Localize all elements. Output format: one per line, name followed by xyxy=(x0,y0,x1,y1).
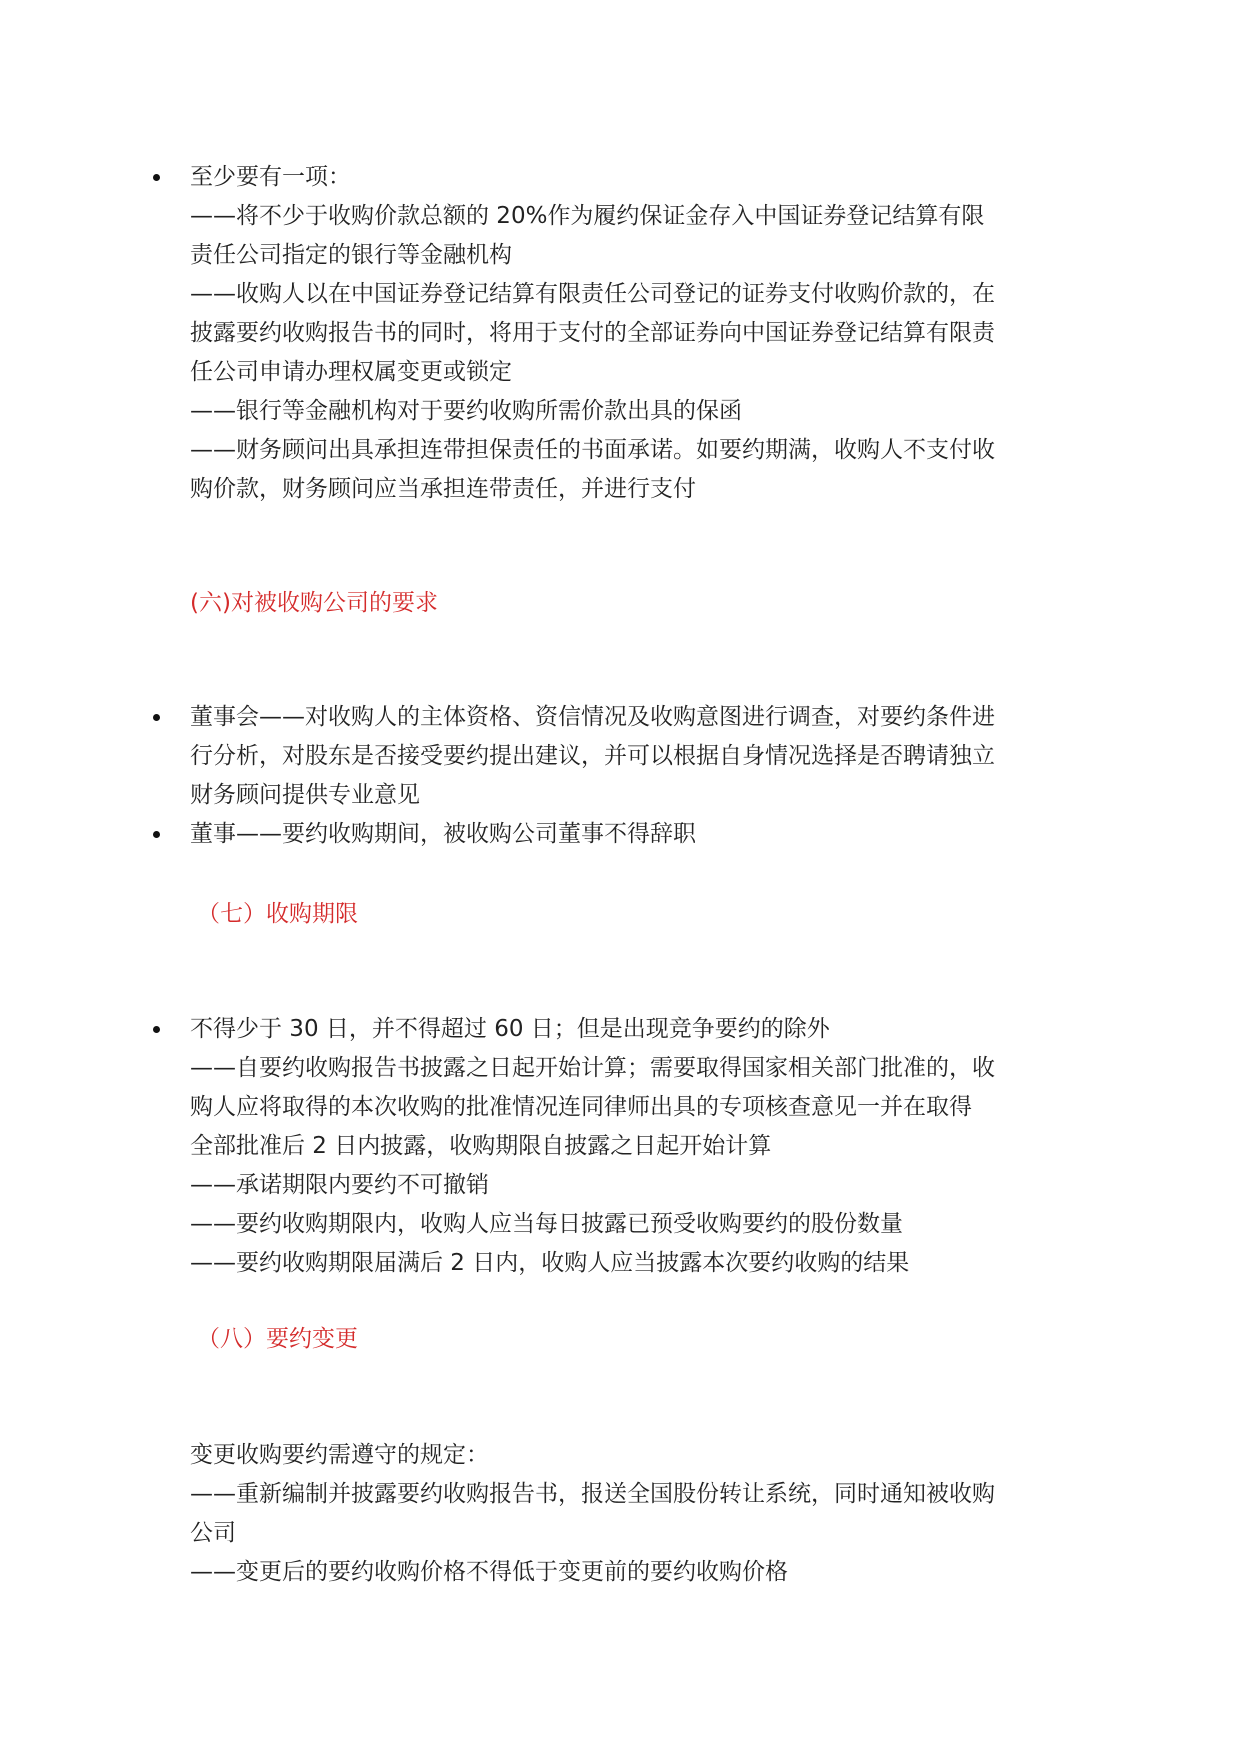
text-line: ——将不少于收购价款总额的 20%作为履约保证金存入中国证券登记结算有限 xyxy=(190,203,985,229)
section-heading-6: (六)对被收购公司的要求 xyxy=(190,590,438,616)
text-line: 财务顾问提供专业意见 xyxy=(190,782,420,808)
text-line: ——财务顾问出具承担连带担保责任的书面承诺。如要约期满，收购人不支付收 xyxy=(190,437,995,463)
text-line: 变更收购要约需遵守的规定： xyxy=(190,1442,489,1468)
text-line: 公司 xyxy=(190,1520,236,1546)
text-line: 行分析，对股东是否接受要约提出建议，并可以根据自身情况选择是否聘请独立 xyxy=(190,743,995,769)
bullet-icon xyxy=(153,714,160,721)
paragraph-offer-change xyxy=(190,1436,1070,1592)
text-line: ——收购人以在中国证券登记结算有限责任公司登记的证券支付收购价款的，在 xyxy=(190,281,995,307)
text-line: 董事会——对收购人的主体资格、资信情况及收购意图进行调查，对要约条件进 xyxy=(190,704,995,730)
text-line: 购价款，财务顾问应当承担连带责任，并进行支付 xyxy=(190,476,696,502)
text-line: ——要约收购期限届满后 2 日内，收购人应当披露本次要约收购的结果 xyxy=(190,1250,910,1276)
text-line: ——重新编制并披露要约收购报告书，报送全国股份转让系统，同时通知被收购 xyxy=(190,1481,995,1507)
text-line: 责任公司指定的银行等金融机构 xyxy=(190,242,512,268)
text-line: 董事——要约收购期间，被收购公司董事不得辞职 xyxy=(190,821,696,847)
section-heading-8: （八）要约变更 xyxy=(197,1326,358,1352)
bullet-item-board xyxy=(190,698,1070,815)
bullet-icon xyxy=(153,174,160,181)
text-line: ——承诺期限内要约不可撤销 xyxy=(190,1172,489,1198)
text-line: 披露要约收购报告书的同时，将用于支付的全部证券向中国证券登记结算有限责 xyxy=(190,320,995,346)
bullet-item-guarantee xyxy=(190,158,1070,509)
bullet-item-directors xyxy=(190,815,1070,854)
section-heading-7: （七）收购期限 xyxy=(197,901,358,927)
text-line: ——银行等金融机构对于要约收购所需价款出具的保函 xyxy=(190,398,742,424)
text-line: 至少要有一项： xyxy=(190,164,351,190)
bullet-icon xyxy=(153,1026,160,1033)
text-line: ——要约收购期限内，收购人应当每日披露已预受收购要约的股份数量 xyxy=(190,1211,903,1237)
text-line: ——自要约收购报告书披露之日起开始计算；需要取得国家相关部门批准的，收 xyxy=(190,1055,995,1081)
bullet-item-period xyxy=(190,1010,1070,1283)
text-line: ——变更后的要约收购价格不得低于变更前的要约收购价格 xyxy=(190,1559,788,1585)
bullet-icon xyxy=(153,831,160,838)
text-line: 购人应将取得的本次收购的批准情况连同律师出具的专项核查意见一并在取得 xyxy=(190,1094,972,1120)
text-line: 任公司申请办理权属变更或锁定 xyxy=(190,359,512,385)
text-line: 全部批准后 2 日内披露，收购期限自披露之日起开始计算 xyxy=(190,1133,772,1159)
text-line: 不得少于 30 日，并不得超过 60 日；但是出现竞争要约的除外 xyxy=(190,1016,830,1042)
